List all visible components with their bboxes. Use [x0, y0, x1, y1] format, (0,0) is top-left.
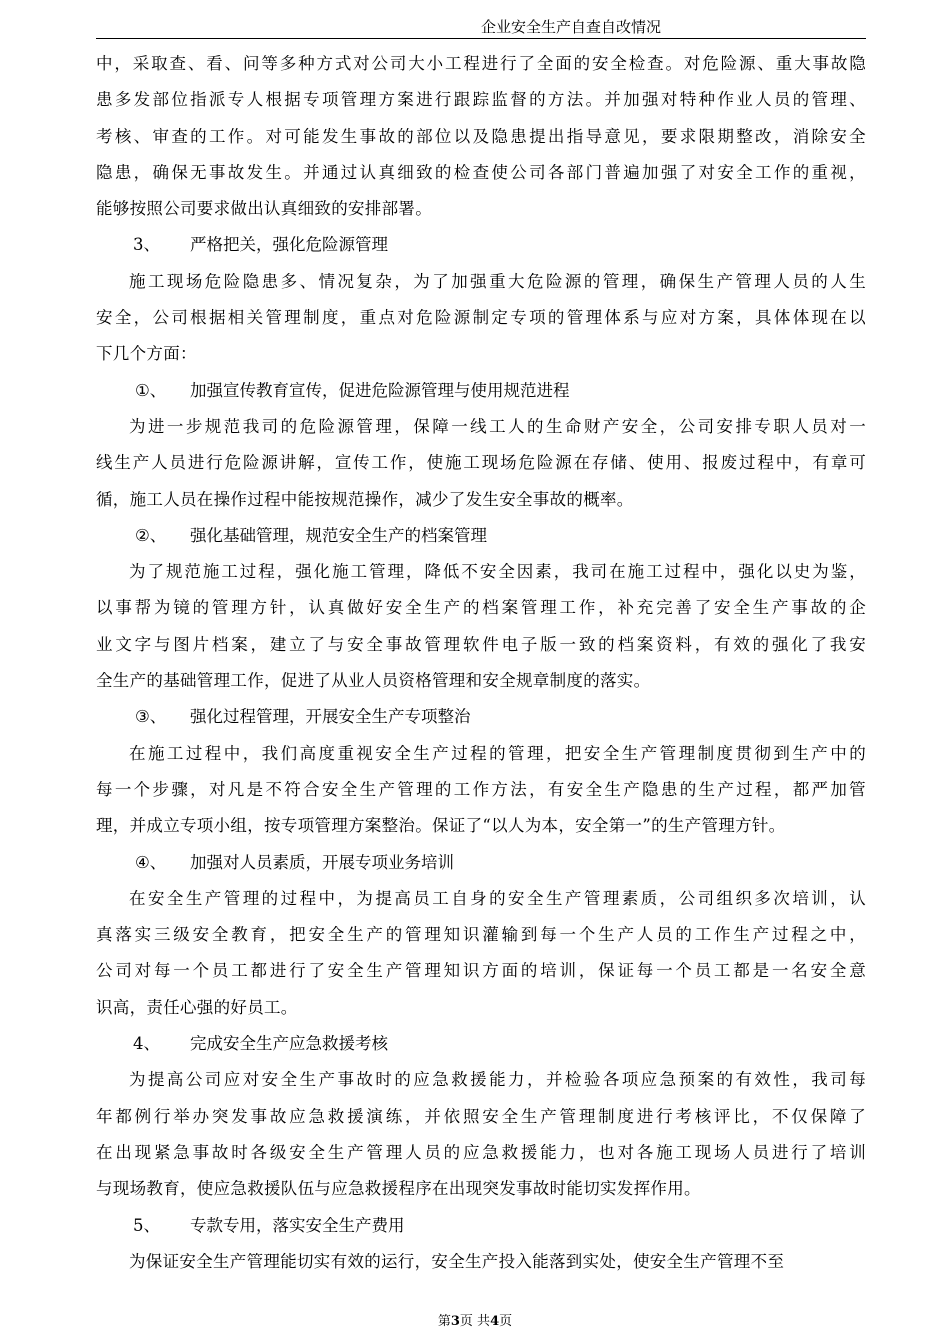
paragraph-line: 全生产的基础管理工作，促进了从业人员资格管理和安全规章制度的落实。 — [96, 671, 651, 691]
paragraph-line: 公司对每一个员工都进行了安全生产管理知识方面的培训，保证每一个员工都是一名安全意 — [96, 961, 866, 981]
section-heading — [96, 1208, 866, 1244]
paragraph-line: 以事帮为镜的管理方针，认真做好安全生产的档案管理工作，补充完善了安全生产事故的企 — [96, 598, 866, 618]
paragraph-line: 安全，公司根据相关管理制度，重点对危险源制定专项的管理体系与应对方案，具体体现在以 — [96, 308, 866, 328]
heading-text: 专款专用，落实安全生产费用 — [190, 1215, 405, 1235]
heading-number: 3、 — [133, 235, 160, 255]
heading-text: 完成安全生产应急救援考核 — [190, 1034, 388, 1054]
footer-page-number: 3 — [450, 1314, 460, 1329]
paragraph-line: 患多发部位指派专人根据专项管理方案进行跟踪监督的方法。并加强对特种作业人员的管理、 — [96, 90, 866, 110]
paragraph-line: 线生产人员进行危险源讲解，宣传工作，使施工现场危险源在存储、使用、报废过程中，有章可 — [96, 453, 866, 473]
paragraph-line: 施工现场危险隐患多、情况复杂，为了加强重大危险源的管理，确保生产管理人员的人生 — [129, 271, 866, 291]
page-footer — [0, 1314, 950, 1330]
subsection-heading — [96, 518, 866, 554]
paragraph-line: 为了规范施工过程，强化施工管理，降低不安全因素，我司在施工过程中，强化以史为鉴， — [129, 562, 866, 582]
heading-number: ③、 — [135, 707, 167, 727]
paragraph-line: 为提高公司应对安全生产事故时的应急救援能力，并检验各项应急预案的有效性，我司每 — [129, 1070, 866, 1090]
subsection-heading — [96, 699, 866, 735]
subsection-heading — [96, 845, 866, 881]
heading-number: 4、 — [133, 1034, 160, 1054]
header-title: 企业安全生产自查自改情况 — [481, 18, 662, 36]
document-body — [96, 46, 866, 1280]
paragraph-line: 年都例行举办突发事故应急救援演练，并依照安全生产管理制度进行考核评比，不仅保障了 — [96, 1106, 866, 1126]
section-heading — [96, 227, 866, 263]
paragraph-line: 业文字与图片档案，建立了与安全事故管理软件电子版一致的档案资料，有效的强化了我安 — [96, 634, 866, 654]
heading-number: 5、 — [133, 1215, 160, 1235]
paragraph-line: 循，施工人员在操作过程中能按规范操作，减少了发生安全事故的概率。 — [96, 489, 634, 509]
heading-text: 强化过程管理，开展安全生产专项整治 — [190, 707, 471, 727]
heading-text: 严格把关，强化危险源管理 — [190, 235, 388, 255]
paragraph-line: 在安全生产管理的过程中，为提高员工自身的安全生产管理素质，公司组织多次培训，认 — [129, 888, 866, 908]
heading-number: ①、 — [135, 380, 167, 400]
paragraph-line: 为保证安全生产管理能切实有效的运行，安全生产投入能落到实处，使安全生产管理不至 — [129, 1251, 785, 1271]
heading-number: ④、 — [135, 852, 167, 872]
heading-text: 加强宣传教育宣传，促进危险源管理与使用规范进程 — [190, 380, 570, 400]
heading-text: 强化基础管理，规范安全生产的档案管理 — [190, 525, 487, 545]
footer-total-pages: 4 — [490, 1314, 500, 1329]
footer-middle: 页 共 — [459, 1314, 491, 1329]
paragraph-line: 在出现紧急事故时各级安全生产管理人员的应急救援能力，也对各施工现场人员进行了培训 — [96, 1142, 866, 1162]
page-header — [96, 14, 866, 39]
paragraph-line: 每一个步骤，对凡是不符合安全生产管理的工作方法，有安全生产隐患的生产过程，都严加管 — [96, 779, 866, 799]
paragraph-line: 真落实三级安全教育，把安全生产的管理知识灌输到每一个生产人员的工作生产过程之中， — [96, 925, 866, 945]
paragraph-line: 为进一步规范我司的危险源管理，保障一线工人的生命财产安全，公司安排专职人员对一 — [129, 416, 866, 436]
heading-text: 加强对人员素质，开展专项业务培训 — [190, 852, 454, 872]
heading-number: ②、 — [135, 525, 167, 545]
subsection-heading — [96, 373, 866, 409]
footer-prefix: 第 — [437, 1314, 451, 1329]
paragraph-line: 隐患，确保无事故发生。并通过认真细致的检查使公司各部门普遍加强了对安全工作的重视， — [96, 162, 866, 182]
paragraph-line: 在施工过程中，我们高度重视安全生产过程的管理，把安全生产管理制度贯彻到生产中的 — [129, 743, 866, 763]
paragraph-line: 理，并成立专项小组，按专项管理方案整治。保证了“以人为本，安全第一”的生产管理方针。 — [96, 816, 786, 836]
paragraph-line: 识高，责任心强的好员工。 — [96, 997, 298, 1017]
paragraph-line: 能够按照公司要求做出认真细致的安排部署。 — [96, 199, 432, 219]
paragraph-line: 下几个方面： — [96, 344, 197, 364]
paragraph-line: 考核、审查的工作。对可能发生事故的部位以及隐患提出指导意见，要求限期整改，消除安全 — [96, 126, 866, 146]
paragraph-line: 与现场教育，使应急救援队伍与应急救援程序在出现突发事故时能切实发挥作用。 — [96, 1179, 701, 1199]
footer-suffix: 页 — [499, 1314, 513, 1329]
paragraph-line: 中，采取查、看、问等多种方式对公司大小工程进行了全面的安全检查。对危险源、重大事故隐 — [96, 54, 866, 73]
section-heading — [96, 1026, 866, 1062]
